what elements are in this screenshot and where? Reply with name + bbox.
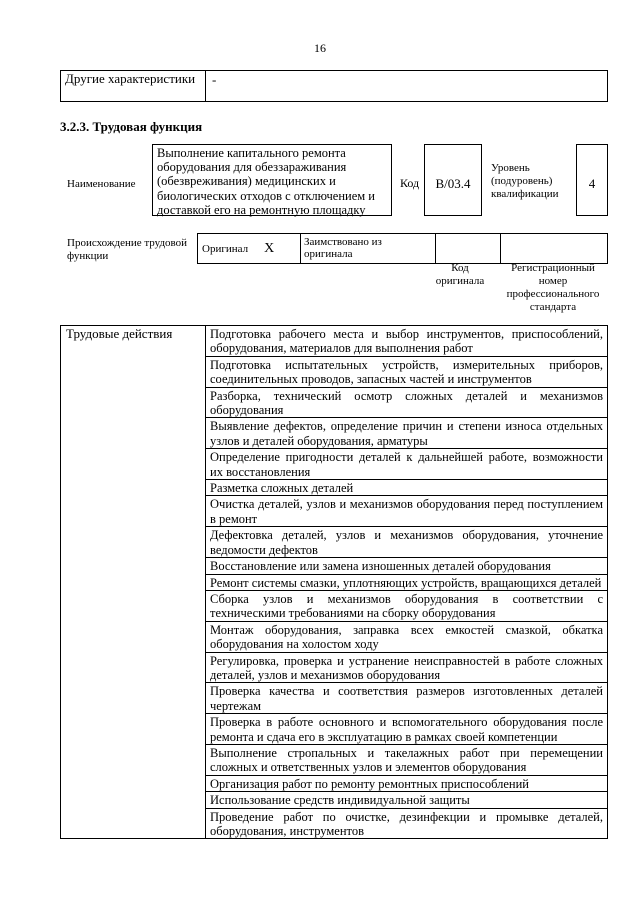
labor-actions-label: Трудовые действия (61, 326, 206, 839)
function-code: В/03.4 (424, 144, 482, 216)
labor-action-item: Разметка сложных деталей (206, 480, 608, 496)
qualification-level-label: Уровень (подуровень) квалификации (491, 162, 559, 200)
origin-table (197, 233, 608, 264)
origin-code-cell (436, 234, 501, 264)
other-characteristics-table (60, 70, 608, 102)
labor-action-item: Восстановление или замена изношенных деталей оборудования (206, 558, 608, 574)
origin-label: Происхождение трудовой функции (67, 237, 188, 262)
labor-action-item: Подготовка рабочего места и выбор инструментов, приспособлений, оборудования, материалов для выполнения работ (206, 326, 608, 357)
labor-action-item: Проверка качества и соответствия размеров изготовленных деталей чертежам (206, 683, 608, 714)
labor-action-item: Разборка, технический осмотр сложных деталей и механизмов оборудования (206, 387, 608, 418)
function-name: Выполнение капитального ремонта оборудования для обеззараживания (обезвреживания) медицинских и биологических отходов с отключением и доставкой его на ремонтную площадку (152, 144, 392, 216)
labor-action-item: Сборка узлов и механизмов оборудования в соответствии с техническими требованиями на сборку оборудования (206, 590, 608, 621)
labor-action-item: Ремонт системы смазки, уплотняющих устройств, вращающихся деталей (206, 574, 608, 590)
naming-label: Наименование (67, 178, 136, 190)
labor-action-item: Регулировка, проверка и устранение неисправностей в работе сложных деталей, узлов и механизмов оборудования (206, 652, 608, 683)
other-characteristics-label: Другие характеристики (61, 71, 206, 102)
other-characteristics-value: - (206, 71, 608, 102)
labor-action-item: Монтаж оборудования, заправка всех емкостей смазкой, обкатка оборудования на холостом ходу (206, 621, 608, 652)
labor-action-item: Определение пригодности деталей к дальнейшей работе, возможности их восстановления (206, 449, 608, 480)
page-number: 16 (314, 41, 326, 55)
labor-action-item: Проведение работ по очистке, дезинфекции и промывке деталей, оборудования, инструментов (206, 808, 608, 839)
labor-action-item: Выявление дефектов, определение причин и степени износа отдельных узлов и деталей оборудования, арматуры (206, 418, 608, 449)
labor-action-item: Организация работ по ремонту ремонтных приспособлений (206, 775, 608, 791)
origin-original-label: Оригинал (202, 242, 249, 255)
labor-action-item: Подготовка испытательных устройств, измерительных приборов, соединительных проводов, запасных частей и инструментов (206, 356, 608, 387)
origin-borrowed-label: Заимствовано из оригинала (301, 234, 436, 264)
qualification-level-value: 4 (576, 144, 608, 216)
origin-original-cell (198, 234, 301, 264)
labor-action-item: Выполнение стропальных и такелажных работ при перемещении сложных и ответственных узлов и элементов оборудования (206, 744, 608, 775)
labor-action-item: Дефектовка деталей, узлов и механизмов оборудования, уточнение ведомости дефектов (206, 527, 608, 558)
labor-actions-table (60, 325, 608, 839)
original-code-caption: Код оригинала (435, 262, 485, 287)
labor-action-row (61, 326, 608, 357)
labor-action-item: Использование средств индивидуальной защиты (206, 792, 608, 808)
origin-original-mark: X (264, 240, 275, 256)
origin-reg-number-cell (501, 234, 608, 264)
labor-action-item: Проверка в работе основного и вспомогательного оборудования после ремонта и сдача его в эксплуатацию в рамках своей компетенции (206, 714, 608, 745)
code-label: Код (400, 176, 420, 190)
labor-action-item: Очистка деталей, узлов и механизмов оборудования перед поступлением в ремонт (206, 496, 608, 527)
section-title: 3.2.3. Трудовая функция (60, 119, 203, 134)
registration-number-caption: Регистрационный номер профессионального стандарта (506, 262, 600, 313)
